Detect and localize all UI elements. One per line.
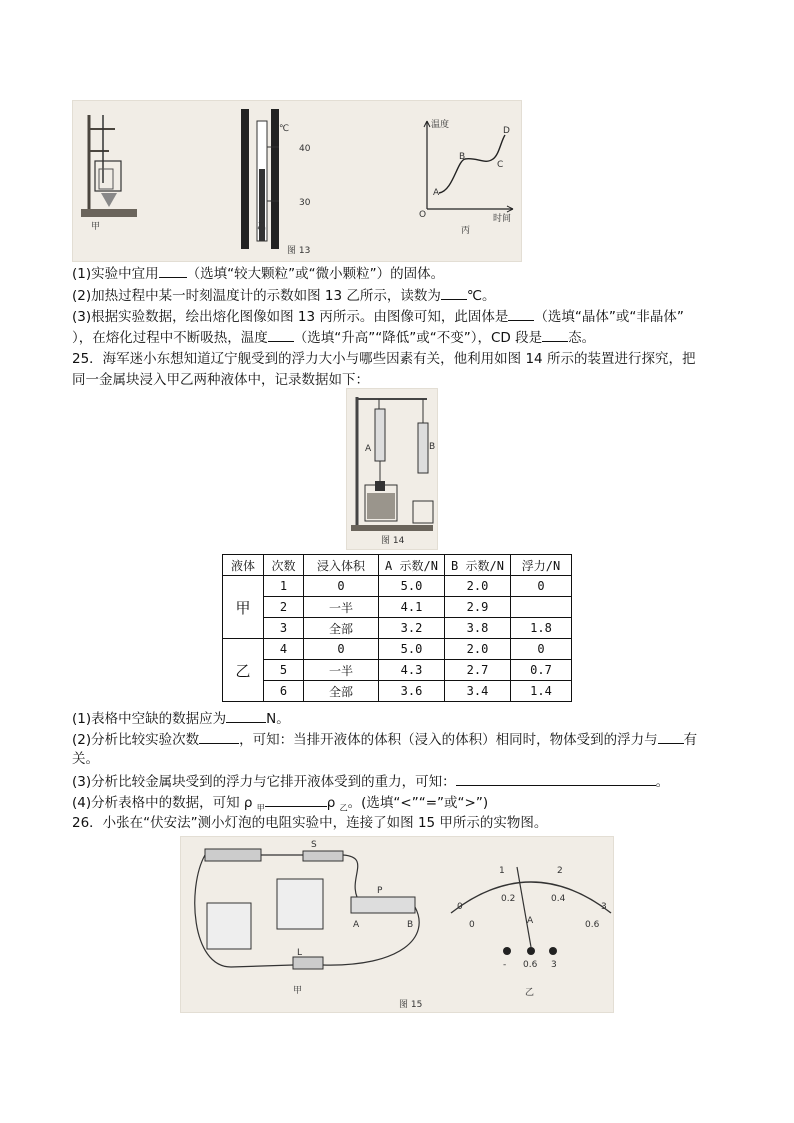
terminal-minus: - <box>503 960 507 970</box>
q24-blank-2[interactable] <box>441 285 467 300</box>
table-cell: 2.0 <box>445 639 511 660</box>
graph-point-b: B <box>459 152 466 162</box>
table-cell: 2 <box>264 597 304 618</box>
graph-xlabel: 时间 <box>493 214 512 224</box>
switch <box>303 851 343 861</box>
table-cell: 3.2 <box>379 618 445 639</box>
fig15-label-p: P <box>377 886 383 896</box>
q24-part-3-text: (3)根据实验数据，绘出熔化图像如图 13 丙所示。由图像可知，此固体是 <box>72 309 509 325</box>
table-cell: 6 <box>264 681 304 702</box>
dial-outer-2: 2 <box>557 866 563 876</box>
lamp <box>293 957 323 969</box>
q25-part-3-text-b: 。 <box>655 774 670 790</box>
dial-outer-1: 1 <box>499 866 505 876</box>
thermometer-unit: ℃ <box>279 124 290 134</box>
heating-apparatus <box>81 115 137 217</box>
figure-13-label-bing: 丙 <box>461 226 471 236</box>
fig15-label-l: L <box>297 948 303 958</box>
q25-blank-4[interactable] <box>456 771 656 786</box>
fig15-label-a: A <box>353 920 360 930</box>
table-cell: 3.4 <box>445 681 511 702</box>
melting-curve <box>439 135 505 193</box>
figure-13-label-yi: 乙 <box>257 222 267 232</box>
graph-point-a: A <box>433 188 440 198</box>
spring-scale-a <box>375 409 385 461</box>
small-bucket <box>413 501 433 523</box>
table-cell: 0 <box>511 639 572 660</box>
dial-outer-0: 0 <box>457 902 463 912</box>
graph-origin: O <box>419 210 427 220</box>
fig15-label-jia: 甲 <box>293 986 303 996</box>
table-cell: 0.7 <box>511 660 572 681</box>
table-header-cell: A 示数/N <box>379 555 445 576</box>
q24-part-3-text-e: 态。 <box>568 330 596 346</box>
table-cell: 全部 <box>304 681 379 702</box>
dial-inner-0: 0 <box>469 920 475 930</box>
table-cell: 3.6 <box>379 681 445 702</box>
figure-14-label-b: B <box>429 442 436 452</box>
dial-unit: A <box>527 916 534 926</box>
dial-inner-0-6: 0.6 <box>585 920 600 930</box>
q25-part-4-text: (4)分析表格中的数据，可知 ρ <box>72 795 257 811</box>
table-header-cell: 液体 <box>223 555 264 576</box>
table-cell: 5.0 <box>379 639 445 660</box>
q25-blank-2[interactable] <box>199 729 239 744</box>
figure-13 <box>72 100 522 262</box>
table-cell: 一半 <box>304 660 379 681</box>
liquid-cell: 乙 <box>223 639 264 702</box>
table-cell: 全部 <box>304 618 379 639</box>
q24-part-2-text-b: ℃。 <box>466 288 496 304</box>
table-cell: 5.0 <box>379 576 445 597</box>
q25-part-2 <box>72 729 697 750</box>
figure-15 <box>180 836 614 1013</box>
rheostat <box>351 897 415 913</box>
figure-14 <box>346 388 438 550</box>
table-row <box>223 597 572 618</box>
figure-15-drawing <box>181 837 613 1012</box>
figure-13-label-jia: 甲 <box>91 222 101 232</box>
q25-intro-2: 同一金属块浸入甲乙两种液体中，记录数据如下： <box>72 372 369 388</box>
terminal-3: 3 <box>551 960 557 970</box>
q25-part-1 <box>72 708 290 729</box>
q24-part-2 <box>72 285 496 306</box>
table-row <box>223 660 572 681</box>
q24-part-3-text-b: （选填“晶体”或“非晶体” <box>534 309 684 325</box>
dial-outer-3: 3 <box>601 902 607 912</box>
battery <box>205 849 261 861</box>
q25-part-2-text-b: ，可知：当排开液体的体积（浸入的体积）相同时，物体受到的浮力与 <box>239 732 658 748</box>
q24-part-1-text-b: （选填“较大颗粒”或“微小颗粒”）的固体。 <box>186 266 445 282</box>
q24-blank-1[interactable] <box>159 263 187 278</box>
figure-13-caption: 图 13 <box>287 246 311 256</box>
table-row <box>223 576 572 597</box>
q25-part-3 <box>72 771 669 792</box>
figure-14-drawing <box>347 389 437 549</box>
spring-scale-b <box>418 423 428 473</box>
table-cell: 2.9 <box>445 597 511 618</box>
q24-part-3 <box>72 306 684 327</box>
q24-part-3-cont <box>72 327 595 348</box>
dial-inner-0-4: 0.4 <box>551 894 566 904</box>
table-cell: 5 <box>264 660 304 681</box>
table-header-cell: B 示数/N <box>445 555 511 576</box>
liquid-cell: 甲 <box>223 576 264 639</box>
table-header-cell: 次数 <box>264 555 304 576</box>
q24-part-3-text-d: （选填“升高”“降低”或“不变”），CD 段是 <box>293 330 543 346</box>
q24-part-1 <box>72 263 444 284</box>
table-cell: 一半 <box>304 597 379 618</box>
table-cell: 1.8 <box>511 618 572 639</box>
figure-14-caption: 图 14 <box>381 536 405 546</box>
table-cell: 0 <box>304 576 379 597</box>
table-cell: 0 <box>304 639 379 660</box>
rho-sub-yi: 乙 <box>339 803 348 813</box>
q24-part-1-text: (1)实验中宜用 <box>72 266 159 282</box>
graph-point-d: D <box>503 126 510 136</box>
table-cell: 1.4 <box>511 681 572 702</box>
q24-blank-5[interactable] <box>542 327 568 342</box>
ammeter-needle <box>517 867 531 947</box>
table-row <box>223 681 572 702</box>
table-cell: 4.1 <box>379 597 445 618</box>
table-cell: 0 <box>511 576 572 597</box>
q25-part-2-text: (2)分析比较实验次数 <box>72 732 200 748</box>
table-cell: 4 <box>264 639 304 660</box>
q25-part-2-cont: 关。 <box>72 751 99 767</box>
table-cell: 3 <box>264 618 304 639</box>
table-cell: 4.3 <box>379 660 445 681</box>
table-header-cell: 浮力/N <box>511 555 572 576</box>
q26-intro: 26．小张在“伏安法”测小灯泡的电阻实验中，连接了如图 15 甲所示的实物图。 <box>72 815 548 831</box>
graph-ylabel: 温度 <box>431 120 450 130</box>
q25-part-4-mid: ρ <box>326 795 340 811</box>
fig15-label-b: B <box>407 920 414 930</box>
q24-part-2-text: (2)加热过程中某一时刻温度计的示数如图 13 乙所示，读数为 <box>72 288 441 304</box>
q25-part-1-text: (1)表格中空缺的数据应为 <box>72 711 227 727</box>
q25-blank-3[interactable] <box>658 729 684 744</box>
dial-inner-0-2: 0.2 <box>501 894 516 904</box>
fig15-label-yi: 乙 <box>525 988 535 998</box>
graph-point-c: C <box>497 160 504 170</box>
q24-part-3-text-c: ），在熔化过程中不断吸热，温度 <box>72 330 268 346</box>
ammeter-dial <box>451 867 611 955</box>
voltmeter <box>277 879 323 929</box>
thermometer-mark-30: 30 <box>299 198 311 208</box>
table-cell: 2.7 <box>445 660 511 681</box>
table-cell-blank[interactable] <box>511 597 572 618</box>
buoyancy-data-table <box>222 554 572 702</box>
fig15-label-s: S <box>311 840 317 850</box>
figure-14-label-a: A <box>365 444 372 454</box>
q25-part-4-text-b: 。(选填“<”“=”或“>”) <box>347 795 489 811</box>
ammeter <box>207 903 251 949</box>
figure-13-drawing <box>73 101 521 261</box>
figure-15-caption: 图 15 <box>399 1000 423 1010</box>
terminal-0-6: 0.6 <box>523 960 538 970</box>
q25-intro-1: 25．海军迷小东想知道辽宁舰受到的浮力大小与哪些因素有关，他利用如图 14 所示的装置进行探究，把 <box>72 351 696 367</box>
table-header-row <box>223 555 572 576</box>
q24-blank-3[interactable] <box>508 306 534 321</box>
table-row <box>223 639 572 660</box>
table-cell: 3.8 <box>445 618 511 639</box>
table-cell: 2.0 <box>445 576 511 597</box>
table-header-cell: 浸入体积 <box>304 555 379 576</box>
table-cell: 1 <box>264 576 304 597</box>
q25-part-3-text: (3)分析比较金属块受到的浮力与它排开液体受到的重力，可知： <box>72 774 456 790</box>
rho-sub-jia: 甲 <box>256 803 265 813</box>
q25-blank-5[interactable] <box>265 792 327 807</box>
q24-blank-4[interactable] <box>268 327 294 342</box>
q25-part-1-text-b: N。 <box>266 711 290 727</box>
q25-part-2-text-c: 有 <box>683 732 698 748</box>
table-row <box>223 618 572 639</box>
q25-blank-1[interactable] <box>226 708 266 723</box>
thermometer-mark-40: 40 <box>299 144 311 154</box>
